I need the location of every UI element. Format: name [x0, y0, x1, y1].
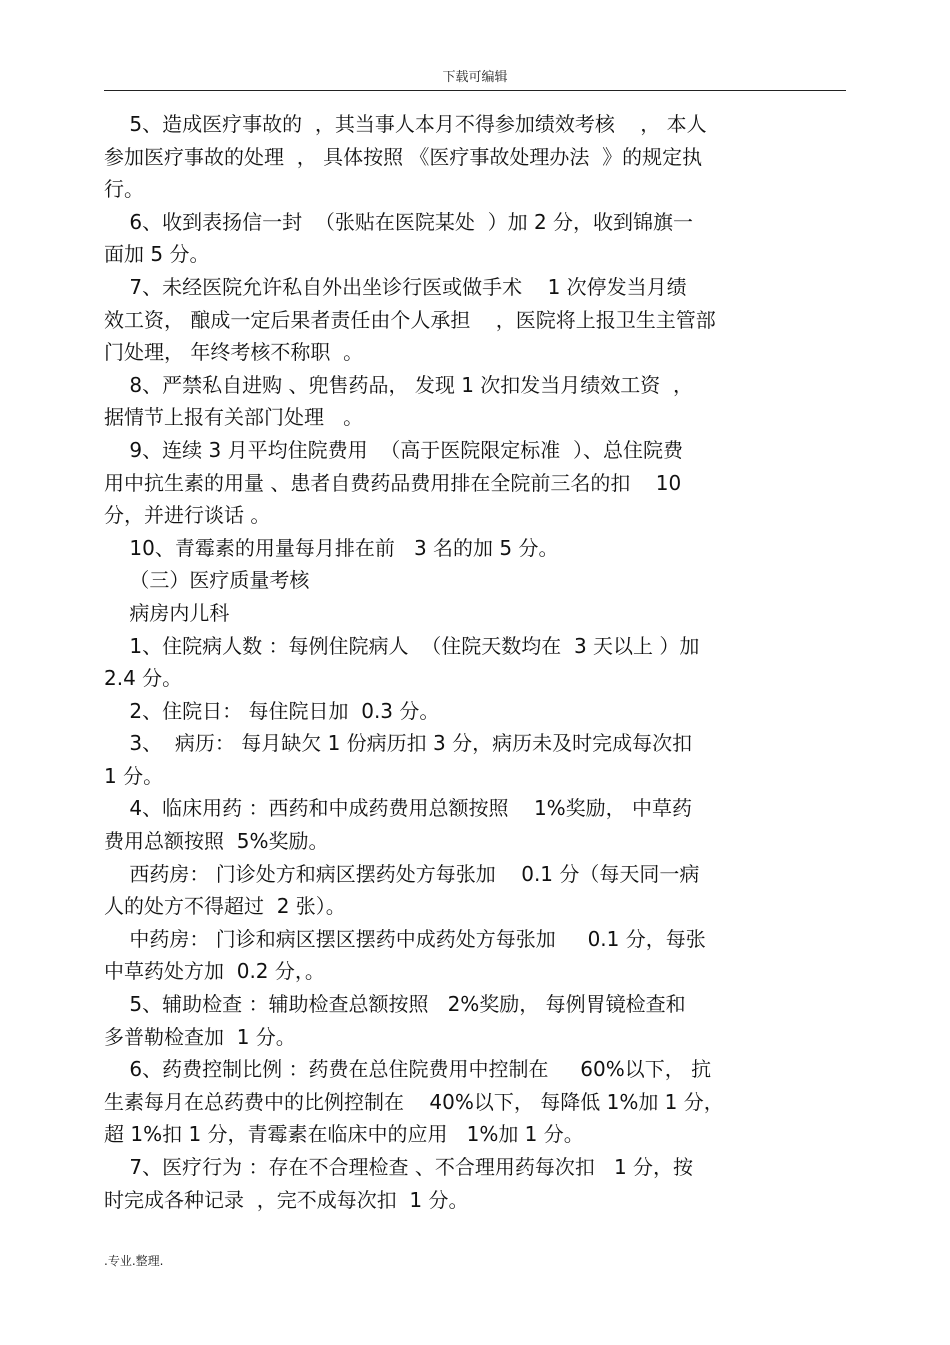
text-line: 分，并进行谈话 。	[104, 503, 271, 528]
paragraph	[104, 108, 834, 206]
text-line: 8、严禁私自进购 、兜售药品， 发现 1 次扣发当月绩效工资 ，	[104, 372, 694, 397]
paragraph	[104, 923, 834, 988]
paragraph	[104, 695, 834, 728]
paragraph	[104, 564, 834, 597]
text-line: 6、药费控制比例 ：药费在总住院费用中控制在 60%以下， 抗	[104, 1057, 712, 1082]
text-line: 面加 5 分。	[104, 242, 210, 267]
text-line: 2.4 分。	[104, 666, 183, 691]
page-header: 下载可编辑	[442, 70, 508, 85]
paragraph	[104, 532, 834, 565]
paragraph	[104, 434, 834, 532]
text-line: 中药房： 门诊和病区摆区摆药中成药处方每张加 0.1 分，每张	[104, 926, 706, 951]
text-line: 时完成各种记录 ，完不成每次扣 1 分。	[104, 1187, 469, 1212]
paragraph	[104, 792, 834, 857]
paragraph	[104, 369, 834, 434]
text-line: 中草药处方加 0.2 分，。	[104, 959, 325, 984]
document-body	[104, 108, 834, 1216]
text-line: 9、连续 3 月平均住院费用 （高于医院限定标准 ）、总住院费	[104, 437, 684, 462]
paragraph	[104, 1053, 834, 1151]
text-line: 3、 病历： 每月缺欠 1 份病历扣 3 分，病历未及时完成每次扣	[104, 731, 693, 756]
text-line: 7、未经医院允许私自外出坐诊行医或做手术 1 次停发当月绩	[104, 274, 687, 299]
text-line: 病房内儿科	[104, 600, 230, 625]
text-line: 7、医疗行为 ：存在不合理检查 、不合理用药每次扣 1 分，按	[104, 1155, 694, 1179]
text-line: 效工资， 酿成一定后果者责任由个人承担 ，医院将上报卫生主管部	[104, 307, 716, 332]
text-line: 西药房： 门诊处方和病区摆药处方每张加 0.1 分（每天同一病	[104, 861, 700, 886]
text-line: 10、青霉素的用量每月排在前 3 名的加 5 分。	[104, 535, 559, 560]
paragraph	[104, 1151, 834, 1216]
text-line: 多普勒检查加 1 分。	[104, 1024, 296, 1049]
text-line: 1 分。	[104, 763, 164, 788]
paragraph	[104, 727, 834, 792]
text-line: 5、造成医疗事故的 ，其当事人本月不得参加绩效考核 ， 本人	[104, 112, 707, 136]
text-line: 人的处方不得超过 2 张）。	[104, 894, 346, 919]
text-line: 1、住院病人数 ：每例住院病人 （住院天数均在 3 天以上 ）加	[104, 633, 700, 658]
text-line: 超 1%扣 1 分，青霉素在临床中的应用 1%加 1 分。	[104, 1122, 584, 1147]
text-line: 5、辅助检查 ：辅助检查总额按照 2%奖励， 每例胃镜检查和	[104, 992, 686, 1017]
text-line: （三）医疗质量考核	[104, 568, 310, 593]
header-divider	[104, 90, 846, 91]
paragraph	[104, 271, 834, 369]
text-line: 2、住院日： 每住院日加 0.3 分。	[104, 698, 440, 723]
text-line: 用中抗生素的用量 、患者自费药品费用排在全院前三名的扣 10	[104, 470, 682, 495]
text-line: 4、临床用药 ：西药和中成药费用总额按照 1%奖励， 中草药	[104, 796, 693, 821]
text-line: 费用总额按照 5%奖励。	[104, 829, 329, 854]
text-line: 生素每月在总药费中的比例控制在 40%以下， 每降低 1%加 1 分，	[104, 1089, 724, 1114]
text-line: 参加医疗事故的处理 ， 具体按照 《医疗事故处理办法 》的规定执	[104, 144, 703, 169]
paragraph	[104, 597, 834, 630]
text-line: 行。	[104, 177, 144, 202]
paragraph	[104, 988, 834, 1053]
text-line: 门处理， 年终考核不称职 。	[104, 340, 364, 365]
paragraph	[104, 858, 834, 923]
paragraph	[104, 630, 834, 695]
page-footer: .专业.整理.	[104, 1254, 164, 1268]
text-line: 据情节上报有关部门处理 。	[104, 405, 364, 430]
text-line: 6、收到表扬信一封 （张贴在医院某处 ）加 2 分，收到锦旗一	[104, 209, 694, 234]
paragraph	[104, 206, 834, 271]
